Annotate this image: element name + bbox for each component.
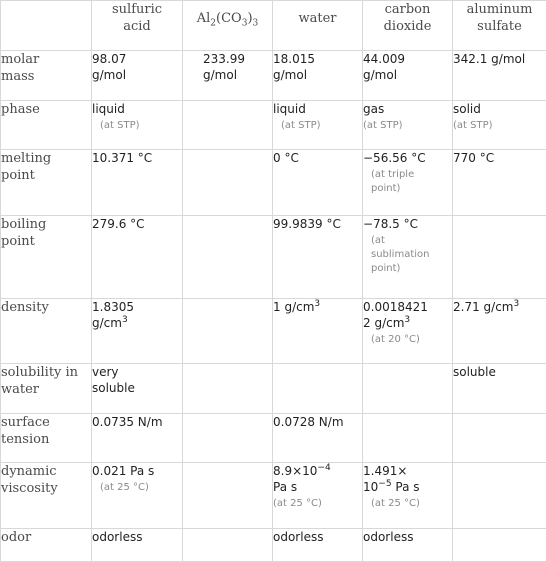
- cell-solubility-aluminum-sulfate: soluble: [453, 364, 546, 414]
- cell-odor-water: odorless: [273, 529, 363, 562]
- note-phase-aluminum-sulfate: (at STP): [453, 120, 493, 131]
- row-phase: [1, 101, 546, 150]
- cell-phase-water: liquid (at STP): [273, 101, 363, 150]
- note-dynamic-viscosity-water: (at 25 °C): [273, 498, 322, 509]
- col-header-sulfuric-acid: sulfuric acid: [92, 1, 183, 51]
- corner-cell: [1, 1, 92, 51]
- row-melting-point: [1, 150, 546, 216]
- cell-molar-mass-carbon-dioxide: 44.009 g/mol: [363, 51, 453, 101]
- cell-dynamic-viscosity-aluminum-sulfate: [453, 463, 546, 529]
- cell-boiling-point-al2co33: [183, 216, 273, 299]
- cell-surface-tension-water: 0.0728 N/m: [273, 414, 363, 463]
- note-boiling-point-carbon-dioxide: (at sublimation point): [371, 235, 430, 274]
- row-label-dynamic-viscosity: dynamic viscosity: [1, 463, 92, 529]
- cell-dynamic-viscosity-carbon-dioxide: 1.491× $10^{-5}$ Pa s (at 25 °C): [363, 463, 453, 529]
- cell-dynamic-viscosity-water: $8.9\times 10^{-4}$ Pa s (at 25 °C): [273, 463, 363, 529]
- col-header-aluminum-sulfate: aluminum sulfate: [453, 1, 546, 51]
- cell-density-water: 1 $g/cm^3$: [273, 299, 363, 364]
- note-phase-sulfuric-acid: (at STP): [100, 120, 140, 131]
- cell-molar-mass-al2co33: 233.99 g/mol: [183, 51, 273, 101]
- note-melting-point-carbon-dioxide: (at triple point): [371, 169, 415, 194]
- note-dynamic-viscosity-carbon-dioxide: (at 25 °C): [371, 498, 420, 509]
- cell-odor-al2co33: [183, 529, 273, 562]
- cell-phase-carbon-dioxide: gas (at STP): [363, 101, 453, 150]
- row-label-boiling-point: boiling point: [1, 216, 92, 299]
- row-label-solubility: solubility in water: [1, 364, 92, 414]
- cell-density-carbon-dioxide: 0.00184212 $g/cm^3$ (at 20 °C): [363, 299, 453, 364]
- cell-solubility-water: [273, 364, 363, 414]
- row-dynamic-viscosity: [1, 463, 546, 529]
- col-header-al2co33: $Al_2(CO_3)_3$: [183, 1, 273, 51]
- cell-surface-tension-al2co33: [183, 414, 273, 463]
- cell-melting-point-al2co33: [183, 150, 273, 216]
- header-row: [1, 1, 546, 51]
- cell-odor-carbon-dioxide: odorless: [363, 529, 453, 562]
- note-dynamic-viscosity-sulfuric-acid: (at 25 °C): [100, 482, 149, 493]
- row-label-phase: phase: [1, 101, 92, 150]
- cell-phase-al2co33: [183, 101, 273, 150]
- row-label-molar-mass: molar mass: [1, 51, 92, 101]
- cell-solubility-carbon-dioxide: [363, 364, 453, 414]
- cell-boiling-point-aluminum-sulfate: [453, 216, 546, 299]
- cell-molar-mass-aluminum-sulfate: 342.1 g/mol: [453, 51, 546, 101]
- row-surface-tension: [1, 414, 546, 463]
- cell-density-al2co33: [183, 299, 273, 364]
- row-label-melting-point: melting point: [1, 150, 92, 216]
- cell-phase-aluminum-sulfate: solid (at STP): [453, 101, 546, 150]
- note-density-carbon-dioxide: (at 20 °C): [371, 334, 420, 345]
- cell-dynamic-viscosity-al2co33: [183, 463, 273, 529]
- row-label-surface-tension: surface tension: [1, 414, 92, 463]
- cell-melting-point-carbon-dioxide: −56.56 °C (at triple point): [363, 150, 453, 216]
- row-solubility: [1, 364, 546, 414]
- row-density: [1, 299, 546, 364]
- note-phase-water: (at STP): [281, 120, 321, 131]
- cell-boiling-point-carbon-dioxide: −78.5 °C (at sublimation point): [363, 216, 453, 299]
- row-molar-mass: [1, 51, 546, 101]
- cell-dynamic-viscosity-sulfuric-acid: 0.021 Pa s (at 25 °C): [92, 463, 183, 529]
- cell-boiling-point-water: 99.9839 °C: [273, 216, 363, 299]
- cell-surface-tension-aluminum-sulfate: [453, 414, 546, 463]
- cell-solubility-sulfuric-acid: very soluble: [92, 364, 183, 414]
- note-phase-carbon-dioxide: (at STP): [363, 120, 403, 131]
- row-odor: [1, 529, 546, 562]
- cell-surface-tension-sulfuric-acid: 0.0735 N/m: [92, 414, 183, 463]
- cell-odor-sulfuric-acid: odorless: [92, 529, 183, 562]
- cell-boiling-point-sulfuric-acid: 279.6 °C: [92, 216, 183, 299]
- cell-molar-mass-water: 18.015 g/mol: [273, 51, 363, 101]
- row-boiling-point: [1, 216, 546, 299]
- cell-density-sulfuric-acid: 1.8305 $g/cm^3$: [92, 299, 183, 364]
- row-label-odor: odor: [1, 529, 92, 562]
- cell-melting-point-sulfuric-acid: 10.371 °C: [92, 150, 183, 216]
- cell-surface-tension-carbon-dioxide: [363, 414, 453, 463]
- col-header-water: water: [273, 1, 363, 51]
- cell-solubility-al2co33: [183, 364, 273, 414]
- cell-phase-sulfuric-acid: liquid (at STP): [92, 101, 183, 150]
- cell-melting-point-aluminum-sulfate: 770 °C: [453, 150, 546, 216]
- cell-odor-aluminum-sulfate: [453, 529, 546, 562]
- cell-density-aluminum-sulfate: 2.71 $g/cm^3$: [453, 299, 546, 364]
- col-header-carbon-dioxide: carbon dioxide: [363, 1, 453, 51]
- cell-molar-mass-sulfuric-acid: 98.07 g/mol: [92, 51, 183, 101]
- row-label-density: density: [1, 299, 92, 364]
- cell-melting-point-water: 0 °C: [273, 150, 363, 216]
